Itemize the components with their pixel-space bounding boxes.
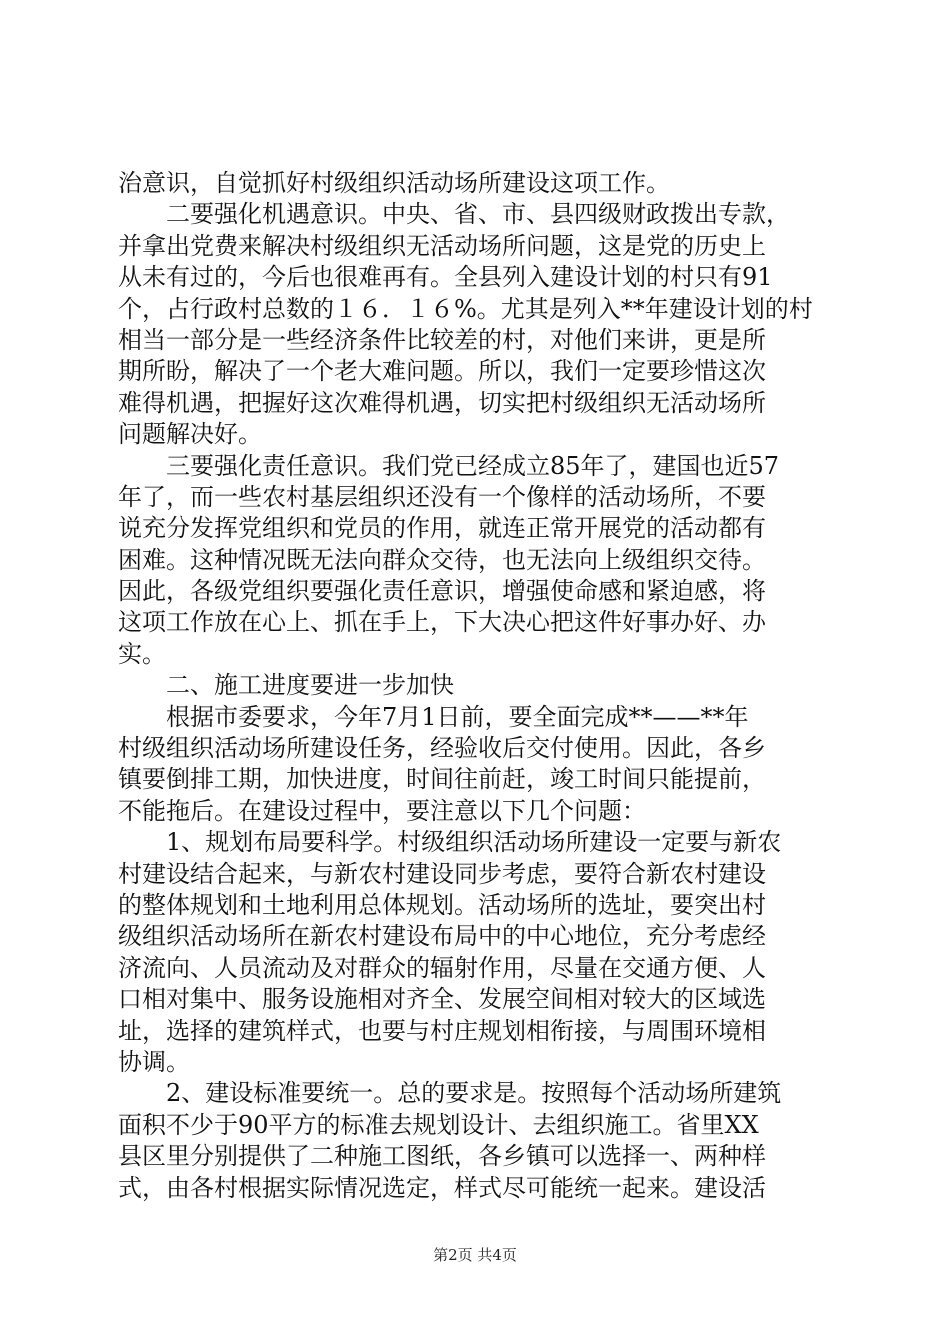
- page-footer: [0, 1244, 950, 1265]
- text-line: 的整体规划和土地利用总体规划。活动场所的选址，要突出村: [118, 890, 766, 919]
- text-line: 实。: [118, 639, 166, 668]
- text-line: 址，选择的建筑样式，也要与村庄规划相衔接，与周围环境相: [118, 1016, 766, 1045]
- text-line: 村级组织活动场所建设任务，经验收后交付使用。因此，各乡: [118, 734, 766, 763]
- text-line: 这项工作放在心上、抓在手上，下大决心把这件好事办好、办: [118, 608, 766, 637]
- text-line: 济流向、人员流动及对群众的辐射作用，尽量在交通方便、人: [118, 953, 766, 982]
- text-line: 根据市委要求，今年7月1日前，要全面完成**——**年: [118, 702, 749, 731]
- text-line: 困难。这种情况既无法向群众交待，也无法向上级组织交待。: [118, 545, 766, 574]
- text-line: 说充分发挥党组织和党员的作用，就连正常开展党的活动都有: [118, 514, 766, 543]
- text-line: 相当一部分是一些经济条件比较差的村，对他们来讲，更是所: [118, 325, 766, 354]
- text-line: 问题解决好。: [118, 420, 262, 449]
- text-line: 2、建设标准要统一。总的要求是。按照每个活动场所建筑: [118, 1079, 782, 1108]
- document-body: [118, 168, 832, 1204]
- text-line: 年了，而一些农村基层组织还没有一个像样的活动场所，不要: [118, 482, 766, 511]
- text-line: 级组织活动场所在新农村建设布局中的中心地位，充分考虑经: [118, 922, 766, 951]
- page-number: 第2页 共4页: [433, 1246, 517, 1264]
- text-line: 难得机遇，把握好这次难得机遇，切实把村级组织无活动场所: [118, 388, 766, 417]
- text-line: 因此，各级党组织要强化责任意识，增强使命感和紧迫感，将: [118, 577, 766, 606]
- text-line: 式，由各村根据实际情况选定，样式尽可能统一起来。建设活: [118, 1173, 766, 1202]
- text-line: 三要强化责任意识。我们党已经成立85年了，建国也近57: [118, 451, 780, 480]
- text-line: 口相对集中、服务设施相对齐全、发展空间相对较大的区域选: [118, 985, 766, 1014]
- text-line: 从未有过的，今后也很难再有。全县列入建设计划的村只有91: [118, 263, 773, 292]
- text-line: 县区里分别提供了二种施工图纸，各乡镇可以选择一、两种样: [118, 1142, 766, 1171]
- text-line: 二要强化机遇意识。中央、省、市、县四级财政拨出专款，: [118, 200, 790, 229]
- text-line: 村建设结合起来，与新农村建设同步考虑，要符合新农村建设: [118, 859, 766, 888]
- text-line: 期所盼，解决了一个老大难问题。所以，我们一定要珍惜这次: [118, 357, 766, 386]
- text-line: 不能拖后。在建设过程中，要注意以下几个问题：: [118, 796, 646, 825]
- text-line: 镇要倒排工期，加快进度，时间往前赶，竣工时间只能提前，: [118, 765, 766, 794]
- text-line: 个，占行政村总数的１６．１６%。尤其是列入**年建设计划的村: [118, 294, 813, 323]
- text-line: 1、规划布局要科学。村级组织活动场所建设一定要与新农: [118, 828, 782, 857]
- text-line: 面积不少于90平方的标准去规划设计、去组织施工。省里XX: [118, 1110, 759, 1139]
- text-line: 治意识，自觉抓好村级组织活动场所建设这项工作。: [118, 169, 670, 197]
- section-heading: 二、施工进度要进一步加快: [118, 671, 454, 700]
- text-line: 并拿出党费来解决村级组织无活动场所问题，这是党的历史上: [118, 231, 766, 260]
- text-line: 协调。: [118, 1047, 190, 1076]
